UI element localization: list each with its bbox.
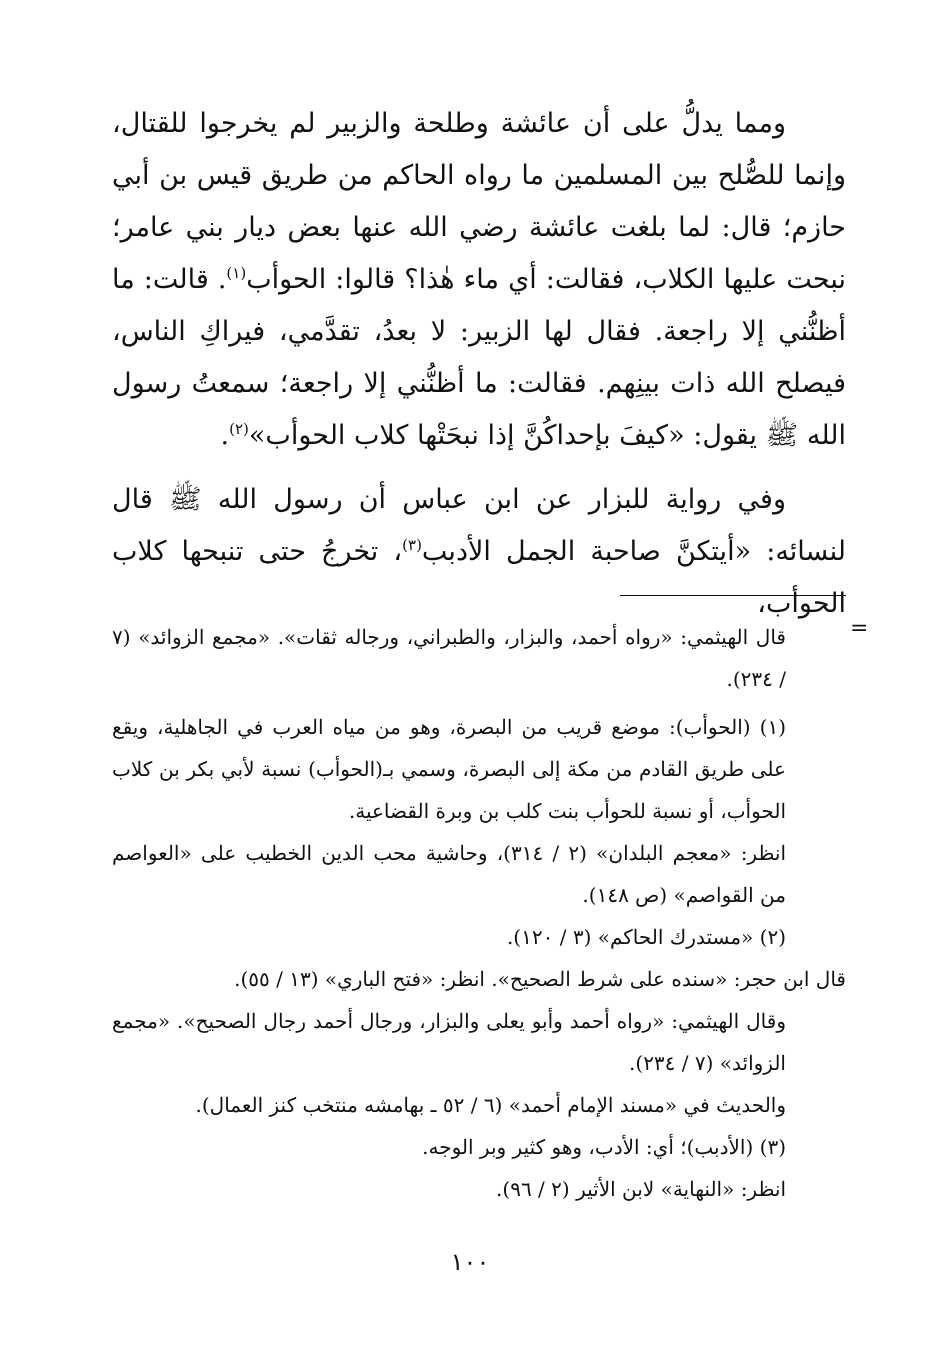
footnotes: [112, 616, 846, 1210]
footnote-1: (١) (الحوأب): موضع قريب من البصرة، وهو من مياه العرب في الجاهلية، ويقع على طريق القادم من مكة إلى البصرة، وسمي بـ(الحوأب) نسبة لأبي بكر بن كلاب الحوأب، أو نسبة للحوأب بنت كلب بن وبرة القضاعية.: [112, 715, 786, 823]
paragraph-2: [112, 474, 846, 630]
footnote-ref-1: (١): [226, 264, 247, 282]
footnote-2-ibn-hajar: قال ابن حجر: «سنده على شرط الصحيح». انظر: «فتح الباري» (١٣ / ٥٥).: [234, 967, 846, 991]
main-text: [112, 98, 846, 630]
footnote-continuation: قال الهيثمي: «رواه أحمد، والبزار، والطبراني، ورجاله ثقات». «مجمع الزوائد» (٧ / ٢٣٤).: [112, 625, 786, 691]
footnote-3-reference: انظر: «النهاية» لابن الأثير (٢ / ٩٦).: [496, 1177, 786, 1201]
paragraph-1-text-a: ومما يدلُّ على أن عائشة وطلحة والزبير لم يخرجوا للقتال، وإنما للصُّلح بين المسلمين ما رواه الحاكم من طريق قيس بن أبي حازم؛ قال: لما بلغت عائشة رضي الله عنها بعض ديار بني عامر؛ نبحت عليها الكلاب، فقالت: أي ماء هٰذا؟ قالوا: الحوأب: [112, 108, 846, 295]
paragraph-1-text-b: . قالت: ما أظنُّني إلا راجعة. فقال لها الزبير: لا بعدُ، تقدَّمي، فيراكِ الناس، فيصلح الله ذات بينِهم. فقالت: ما أظنُّني إلا راجعة؛ سمعتُ رسول الله ﷺ يقول: «كيفَ بإحداكُنَّ إذا نبحَتْها كلاب الحوأب»: [112, 264, 846, 451]
page-number: ١٠٠: [450, 1248, 490, 1276]
footnote-ref-2: (٢): [229, 420, 249, 438]
footnote-separator: [620, 595, 846, 596]
footnote-ref-3: (٣): [402, 536, 422, 554]
footnote-2-haythami: وقال الهيثمي: «رواه أحمد وأبو يعلى والبزار، ورجال أحمد رجال الصحيح». «مجمع الزوائد» (٧ / ٢٣٤).: [112, 1009, 786, 1075]
footnote-2: (٢) «مستدرك الحاكم» (٣ / ١٢٠).: [506, 925, 786, 949]
paragraph-1: [112, 98, 846, 462]
footnote-3: (٣) (الأدبب)؛ أي: الأدب، وهو كثير وبر الوجه.: [422, 1135, 786, 1159]
footnote-continuation-mark: =: [850, 616, 869, 641]
paragraph-1-text-c: .: [220, 420, 230, 451]
paragraph-2-text-b: ، تخرجُ حتى تنبحها كلاب الحوأب،: [112, 536, 846, 619]
footnote-2-hadith: والحديث في «مسند الإمام أحمد» (٦ / ٥٢ ـ بهامشه منتخب كنز العمال).: [195, 1093, 786, 1117]
paragraph-2-text-a: وفي رواية للبزار عن ابن عباس أن رسول الله ﷺ قال لنسائه: «أيتكنَّ صاحبة الجمل الأدبب: [112, 484, 846, 567]
footnote-1-reference: انظر: «معجم البلدان» (٢ / ٣١٤)، وحاشية محب الدين الخطيب على «العواصم من القواصم» (ص ١٤٨).: [112, 841, 786, 907]
